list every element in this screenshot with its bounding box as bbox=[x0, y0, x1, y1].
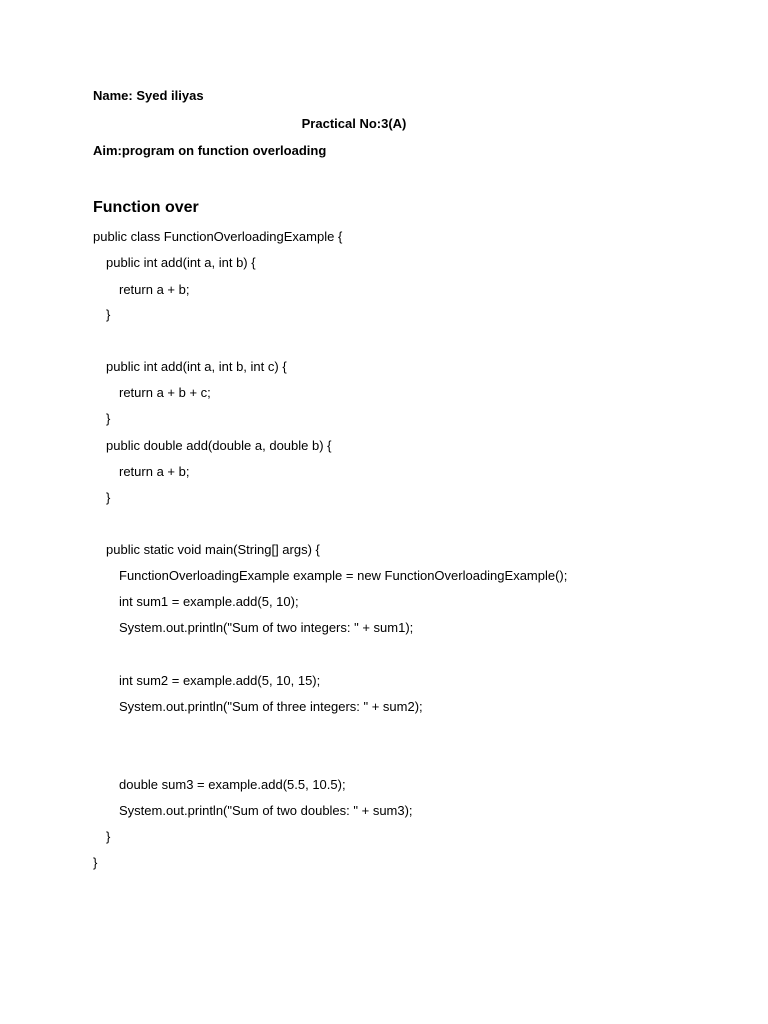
code-line: public int add(int a, int b) { bbox=[106, 255, 256, 270]
code-line: } bbox=[106, 307, 111, 322]
code-line: public class FunctionOverloadingExample { bbox=[93, 229, 343, 244]
code-line: System.out.println("Sum of two integers: " + sum1); bbox=[119, 620, 414, 635]
section-title: Function over bbox=[93, 199, 199, 216]
code-line: return a + b + c; bbox=[119, 385, 211, 400]
code-line: int sum1 = example.add(5, 10); bbox=[119, 594, 299, 609]
code-line: System.out.println("Sum of two doubles: " + sum3); bbox=[119, 803, 413, 818]
code-line: double sum3 = example.add(5.5, 10.5); bbox=[119, 777, 346, 792]
aim-line: Aim:program on function overloading bbox=[93, 143, 327, 158]
code-line: public double add(double a, double b) { bbox=[106, 438, 332, 453]
code-line: return a + b; bbox=[119, 282, 190, 297]
code-line: } bbox=[106, 411, 111, 426]
code-line: } bbox=[93, 855, 98, 870]
code-line: } bbox=[106, 490, 111, 505]
practical-number: Practical No:3(A) bbox=[301, 116, 407, 131]
code-line: } bbox=[106, 829, 111, 844]
code-line: FunctionOverloadingExample example = new FunctionOverloadingExample(); bbox=[119, 568, 568, 583]
code-line: public int add(int a, int b, int c) { bbox=[106, 359, 287, 374]
code-line: System.out.println("Sum of three integers: " + sum2); bbox=[119, 699, 423, 714]
code-line: public static void main(String[] args) { bbox=[106, 542, 320, 557]
code-line: int sum2 = example.add(5, 10, 15); bbox=[119, 673, 321, 688]
code-line: return a + b; bbox=[119, 464, 190, 479]
student-name: Name: Syed iliyas bbox=[93, 88, 204, 103]
